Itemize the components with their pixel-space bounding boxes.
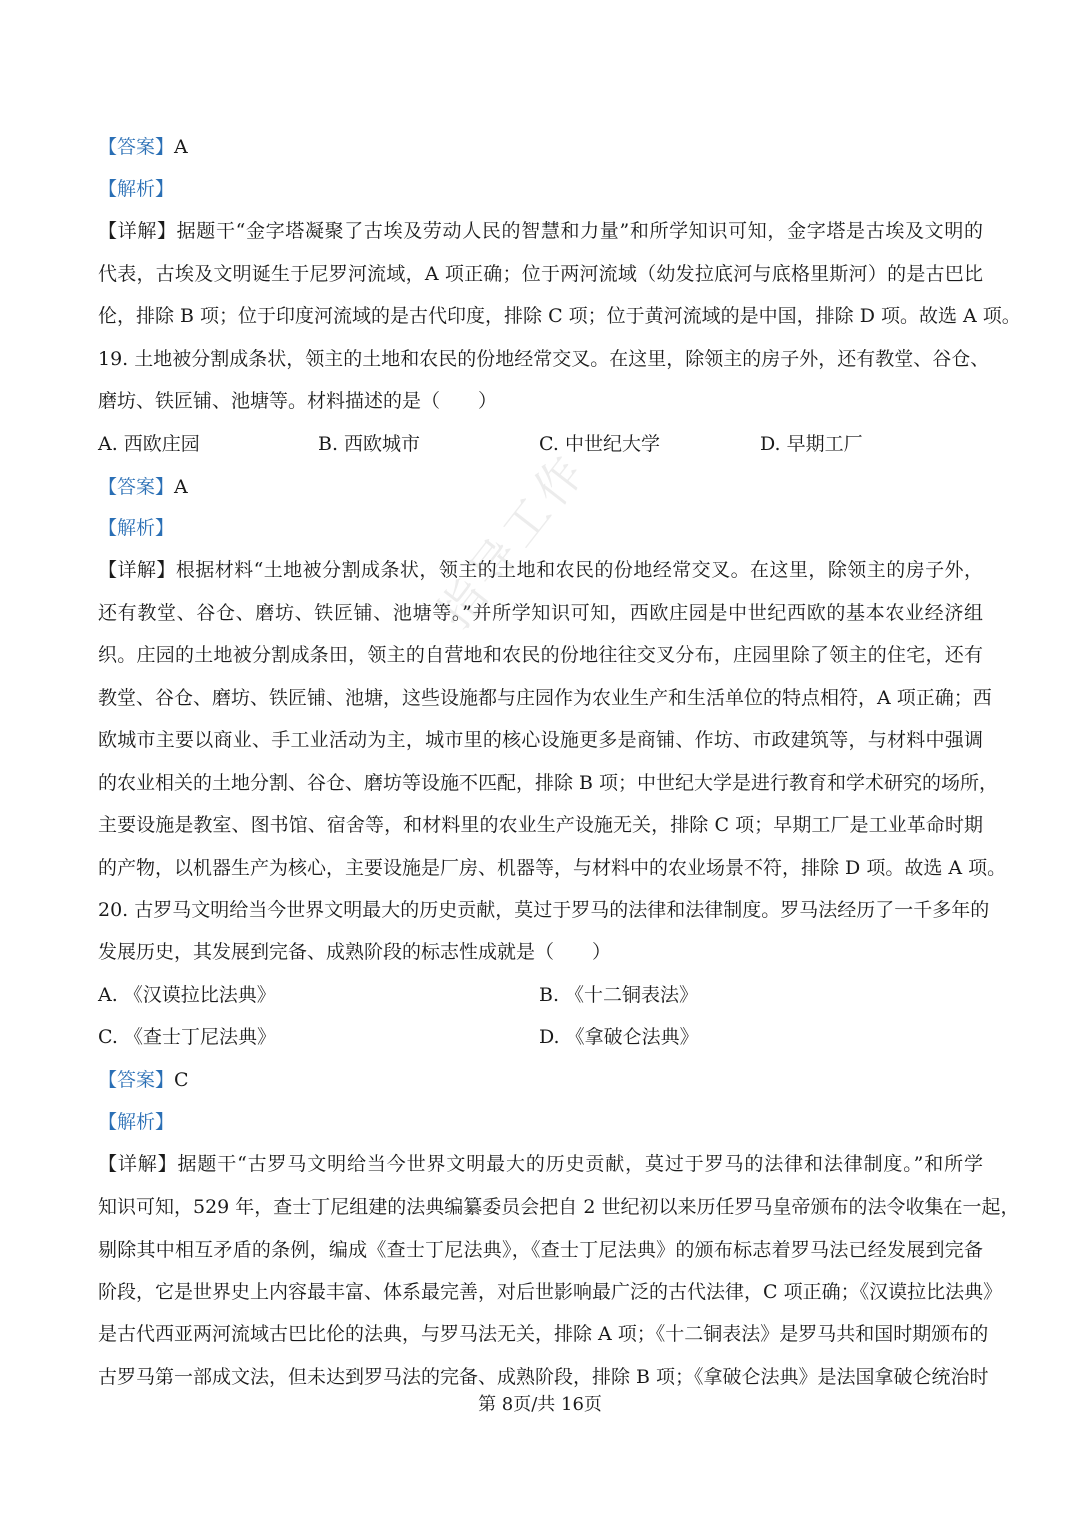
q19-detail-line: 【详解】根据材料“土地被分割成条状，领主的土地和农民的份地经常交叉。在这里，除领主的房子外， (98, 559, 983, 581)
q19-detail-line: 织。庄园的土地被分割成条田，领主的自营地和农民的份地往往交叉分布，庄园里除了领主的住宅，还有 (98, 644, 983, 666)
page-number-footer: 第 8页/共 16页 (478, 1394, 602, 1415)
answer-value: A (174, 476, 188, 498)
q19-option-b: B. 西欧城市 (318, 433, 421, 455)
answer-value: A (174, 136, 188, 158)
q20-detail-line: 剔除其中相互矛盾的条例，编成《查士丁尼法典》，《查士丁尼法典》的颁布标志着罗马法已经发展到完备 (98, 1239, 983, 1261)
q20-detail-line: 古罗马第一部成文法，但未达到罗马法的完备、成熟阶段，排除 B 项；《拿破仑法典》是法国拿破仑统治时 (98, 1366, 989, 1388)
q18-detail-line: 伦，排除 B 项；位于印度河流域的是古代印度，排除 C 项；位于黄河流域的是中国，排除 D 项。故选 A 项。 (98, 305, 1021, 327)
q20-option-b: B. 《十二铜表法》 (539, 984, 699, 1006)
q18-answer (98, 134, 983, 160)
q20-detail-line: 是古代西亚两河流域古巴比伦的法典，与罗马法无关，排除 A 项；《十二铜表法》是罗马共和国时期颁布的 (98, 1323, 989, 1345)
q19-detail-line: 主要设施是教室、图书馆、宿舍等，和材料里的农业生产设施无关，排除 C 项；早期工厂是工业革命时期 (98, 814, 983, 836)
q20-analysis-tag: 【解析】 (98, 1111, 175, 1133)
detail-tag: 【详解】 (98, 1153, 178, 1175)
q19-detail-line: 的产物，以机器生产为核心，主要设施是厂房、机器等，与材料中的农业场景不符，排除 D 项。故选 A 项。 (98, 857, 1007, 879)
q19-stem: 19. 土地被分割成条状，领主的土地和农民的份地经常交叉。在这里，除领主的房子外，还有教堂、谷仓、 (98, 348, 990, 370)
q20-option-c: C. 《查士丁尼法典》 (98, 1026, 276, 1048)
q20-detail-line: 阶段，它是世界史上内容最丰富、体系最完善，对后世影响最广泛的古代法律，C 项正确；《汉谟拉比法典》 (98, 1281, 1003, 1303)
q18-detail-line: 代表，古埃及文明诞生于尼罗河流域，A 项正确；位于两河流域（幼发拉底河与底格里斯河）的是古巴比 (98, 263, 983, 285)
q19-stem: 磨坊、铁匠铺、池塘等。材料描述的是（ ） (98, 390, 498, 412)
answer-tag: 【答案】 (98, 476, 175, 498)
answer-tag: 【答案】 (98, 136, 175, 158)
q20-answer (98, 1067, 983, 1093)
q19-option-d: D. 早期工厂 (760, 433, 863, 455)
q19-answer (98, 474, 983, 500)
q19-option-c: C. 中世纪大学 (539, 433, 660, 455)
q20-option-d: D. 《拿破仑法典》 (539, 1026, 699, 1048)
q19-detail-line: 欧城市主要以商业、手工业活动为主，城市里的核心设施更多是商铺、作坊、市政建筑等，与材料中强调 (98, 729, 983, 751)
q20-stem: 发展历史，其发展到完备、成熟阶段的标志性成就是（ ） (98, 941, 612, 963)
q19-option-a: A. 西欧庄园 (98, 433, 200, 455)
detail-tag: 【详解】 (98, 220, 177, 242)
q20-detail-line: 知识可知，529 年，查士丁尼组建的法典编纂委员会把自 2 世纪初以来历任罗马皇帝颁布的法令收集在一起， (98, 1196, 1020, 1218)
q20-detail-line: 【详解】据题干“古罗马文明给当今世界文明最大的历史贡献，莫过于罗马的法律和法律制度。”和所学 (98, 1153, 983, 1175)
watermark: 指导工作 (427, 441, 598, 639)
answer-value: C (174, 1069, 189, 1091)
q19-detail-line: 的农业相关的土地分割、谷仓、磨坊等设施不匹配，排除 B 项；中世纪大学是进行教育和学术研究的场所， (98, 772, 999, 794)
q20-option-a: A. 《汉谟拉比法典》 (98, 984, 276, 1006)
answer-tag: 【答案】 (98, 1069, 175, 1091)
q20-stem: 20. 古罗马文明给当今世界文明最大的历史贡献，莫过于罗马的法律和法律制度。罗马法经历了一千多年的 (98, 899, 990, 921)
q18-detail-line: 【详解】据题干“金字塔凝聚了古埃及劳动人民的智慧和力量”和所学知识可知，金字塔是古埃及文明的 (98, 220, 983, 242)
q19-detail-line: 教堂、谷仓、磨坊、铁匠铺、池塘，这些设施都与庄园作为农业生产和生活单位的特点相符，A 项正确；西 (98, 687, 992, 709)
detail-tag: 【详解】 (98, 559, 176, 581)
q19-detail-line: 还有教堂、谷仓、磨坊、铁匠铺、池塘等。”并所学知识可知，西欧庄园是中世纪西欧的基本农业经济组 (98, 602, 983, 624)
q18-analysis-tag: 【解析】 (98, 178, 175, 200)
q19-analysis-tag: 【解析】 (98, 517, 175, 539)
